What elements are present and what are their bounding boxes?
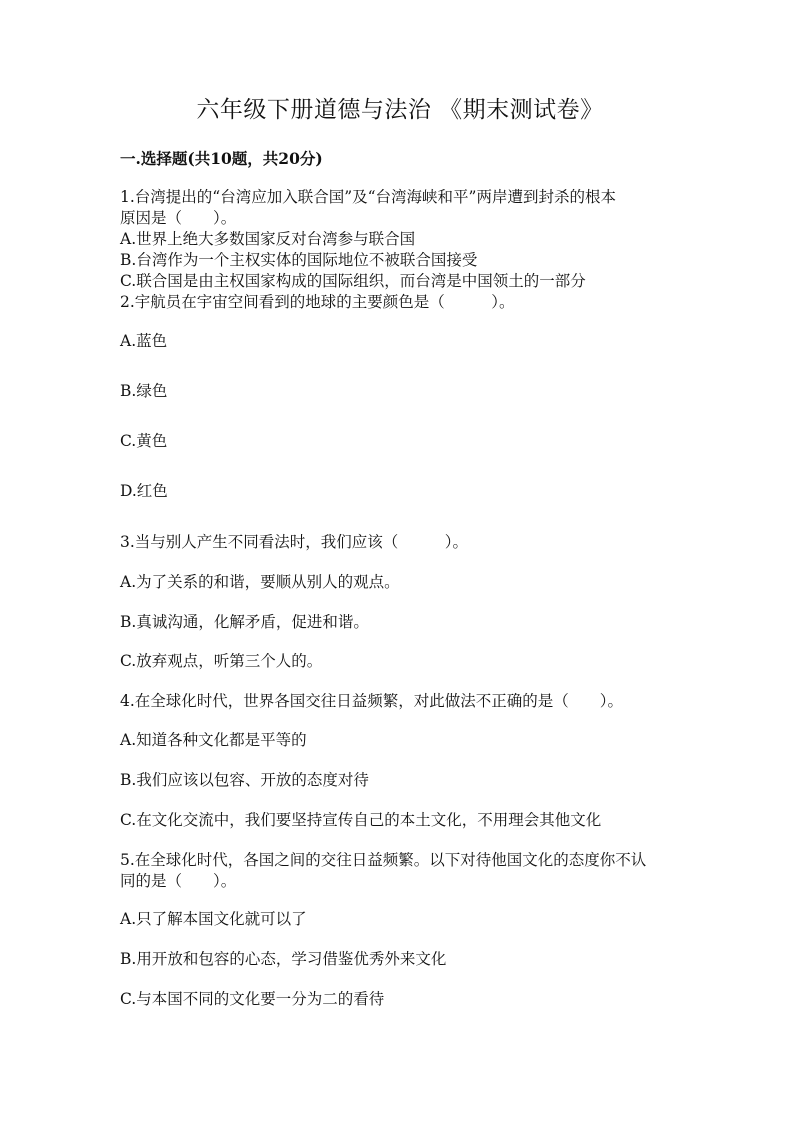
question-5-stem-line-2: 同的是（ ）。 [120, 872, 237, 890]
question-1-stem-line-2: 原因是（ ）。 [120, 209, 237, 227]
question-2-option-c: C.黄色 [120, 432, 168, 450]
question-4-stem: 4.在全球化时代，世界各国交往日益频繁，对此做法不正确的是（ ）。 [120, 692, 624, 710]
question-2-option-b: B.绿色 [120, 382, 168, 400]
question-3-stem: 3.当与别人产生不同看法时，我们应该（ ）。 [120, 533, 469, 551]
question-4-option-a: A.知道各种文化都是平等的 [120, 731, 307, 749]
question-2-option-a: A.蓝色 [120, 332, 168, 350]
question-1-stem-line-1: 1.台湾提出的“台湾应加入联合国”及“台湾海峡和平”两岸遭到封杀的根本 [120, 188, 616, 206]
question-1-option-c: C.联合国是由主权国家构成的国际组织，而台湾是中国领土的一部分 [120, 272, 586, 290]
section-heading: 一.选择题(共10题，共20分) [120, 149, 323, 168]
question-3-option-b: B.真诚沟通，化解矛盾，促进和谐。 [120, 613, 369, 631]
question-5-option-a: A.只了解本国文化就可以了 [120, 910, 307, 928]
question-3-option-c: C.放弃观点，听第三个人的。 [120, 652, 323, 670]
question-1-option-a: A.世界上绝大多数国家反对台湾参与联合国 [120, 230, 416, 248]
question-5-stem-line-1: 5.在全球化时代，各国之间的交往日益频繁。以下对待他国文化的态度你不认 [120, 851, 647, 869]
question-1-option-b: B.台湾作为一个主权实体的国际地位不被联合国接受 [120, 251, 478, 269]
question-5-option-c: C.与本国不同的文化要一分为二的看待 [120, 990, 385, 1008]
question-2-stem: 2.宇航员在宇宙空间看到的地球的主要颜色是（ ）。 [120, 293, 515, 311]
question-4-option-b: B.我们应该以包容、开放的态度对待 [120, 771, 369, 789]
question-4-option-c: C.在文化交流中，我们要坚持宣传自己的本土文化，不用理会其他文化 [120, 811, 602, 829]
question-5-option-b: B.用开放和包容的心态，学习借鉴优秀外来文化 [120, 950, 447, 968]
question-3-option-a: A.为了关系的和谐，要顺从别人的观点。 [120, 573, 400, 591]
exam-title: 六年级下册道德与法治 《期末测试卷》 [196, 97, 604, 123]
question-2-option-d: D.红色 [120, 482, 168, 500]
